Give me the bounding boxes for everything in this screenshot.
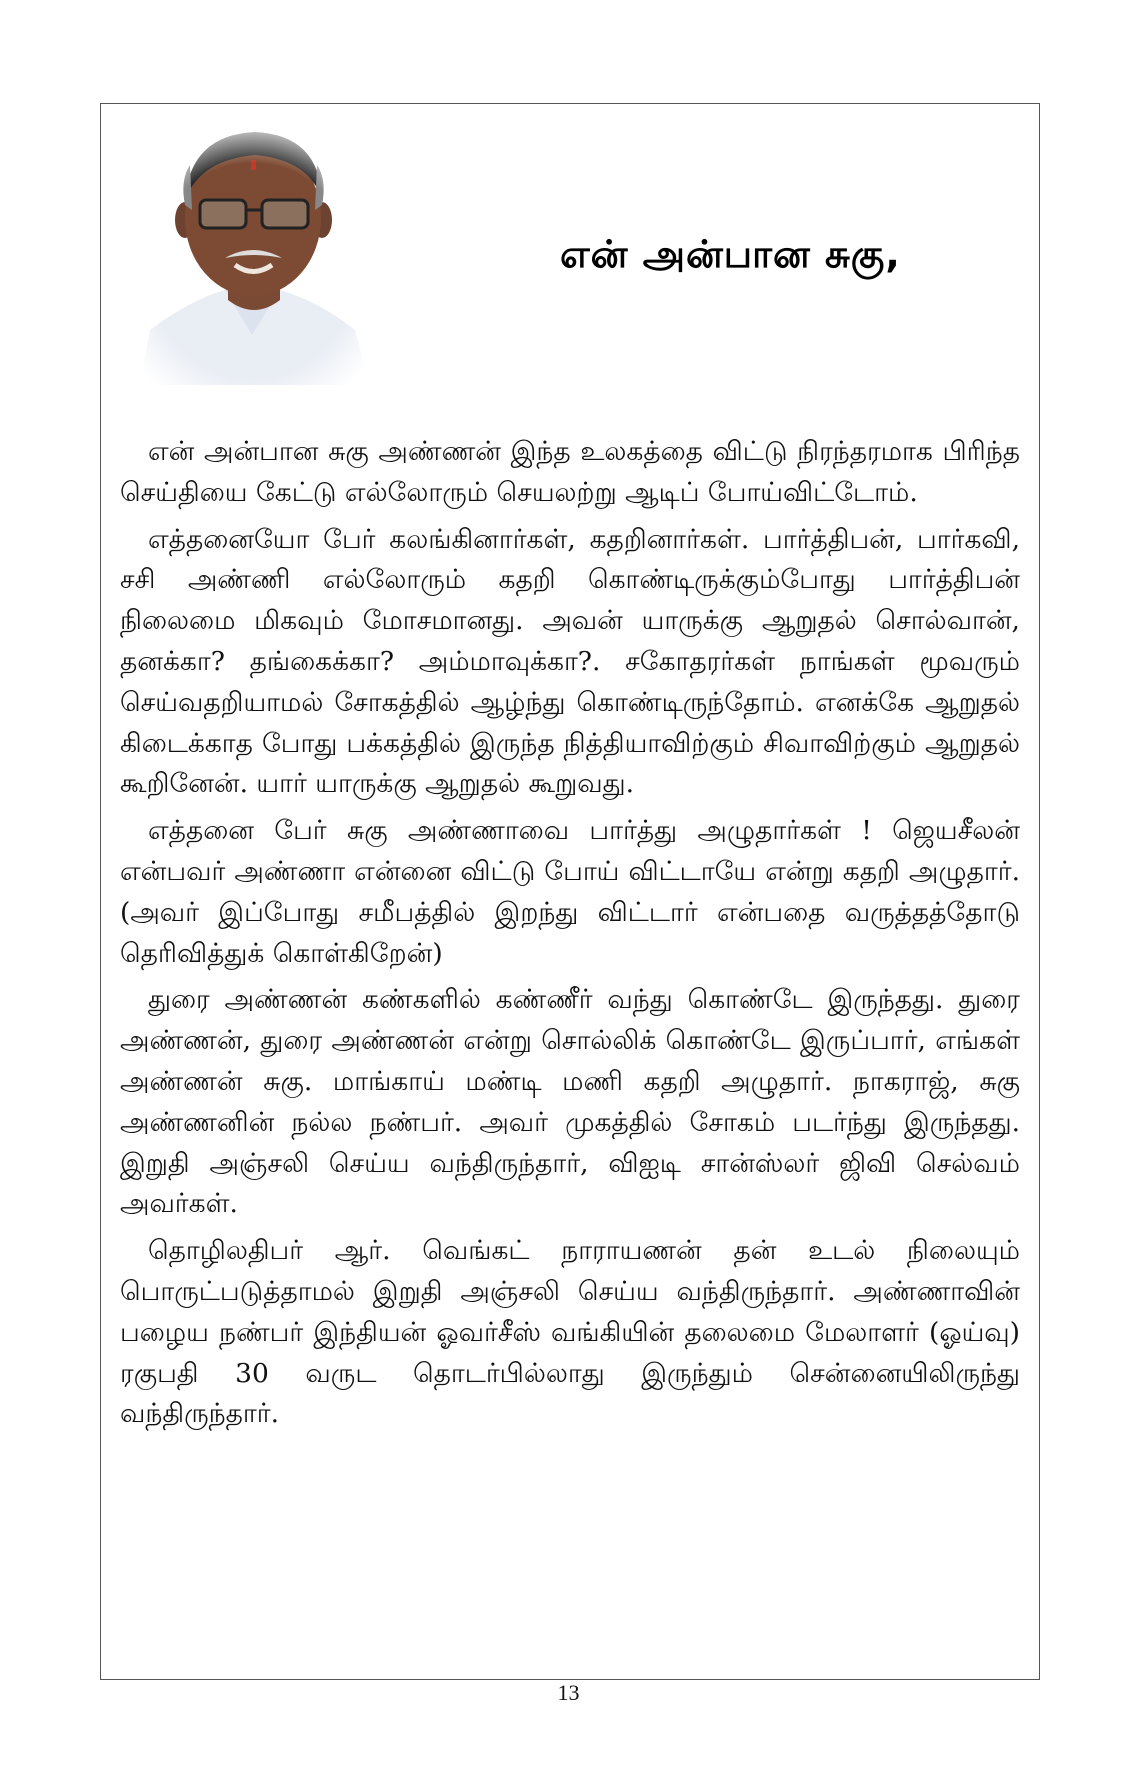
page-number: 13 bbox=[557, 1680, 580, 1705]
letter-body bbox=[120, 432, 1020, 1441]
portrait-photo bbox=[130, 130, 375, 385]
paragraph-4: துரை அண்ணன் கண்களில் கண்ணீர் வந்து கொண்டே இருந்தது. துரை அண்ணன், துரை அண்ணன் என்று சொல்லிக் கொண்டே இருப்பார், எங்கள் அண்ணன் சுகு. மாங்காய் மண்டி மணி கதறி அழுதார். நாகராஜ், சுகு அண்ணனின் நல்ல நண்பர். அவர் முகத்தில் சோகம் படர்ந்து இருந்தது. இறுதி அஞ்சலி செய்ய வந்திருந்தார், விஐடி சான்ஸ்லர் ஜிவி செல்வம் அவர்கள். bbox=[120, 984, 1020, 1220]
paragraph-1: என் அன்பான சுகு அண்ணன் இந்த உலகத்தை விட்டு நிரந்தரமாக பிரிந்த செய்தியை கேட்டு எல்லோரும் செயலற்று ஆடிப் போய்விட்டோம். bbox=[120, 436, 1020, 508]
paragraph-2: எத்தனையோ பேர் கலங்கினார்கள், கதறினார்கள். பார்த்திபன், பார்கவி, சசி அண்ணி எல்லோரும் கதறி கொண்டிருக்கும்போது பார்த்திபன் நிலைமை மிகவும் மோசமானது. அவன் யாருக்கு ஆறுதல் சொல்வான், தனக்கா? தங்கைக்கா? அம்மாவுக்கா?. சகோதரர்கள் நாங்கள் மூவரும் செய்வதறியாமல் சோகத்தில் ஆழ்ந்து கொண்டிருந்தோம். எனக்கே ஆறுதல் கிடைக்காத போது பக்கத்தில் இருந்த நித்தியாவிற்கும் சிவாவிற்கும் ஆறுதல் கூறினேன். யார் யாருக்கு ஆறுதல் கூறுவது. bbox=[120, 523, 1020, 800]
paragraph-3: எத்தனை பேர் சுகு அண்ணாவை பார்த்து அழுதார்கள் ! ஜெயசீலன் என்பவர் அண்ணா என்னை விட்டு போய் விட்டாயே என்று கதறி அழுதார். (அவர் இப்போது சமீபத்தில் இறந்து விட்டார் என்பதை வருத்தத்தோடு தெரிவித்துக் கொள்கிறேன்) bbox=[120, 815, 1020, 969]
letter-heading: என் அன்பான சுகு, bbox=[560, 232, 901, 276]
paragraph-5: தொழிலதிபர் ஆர். வெங்கட் நாராயணன் தன் உடல் நிலையும் பொருட்படுத்தாமல் இறுதி அஞ்சலி செய்ய வந்திருந்தார். அண்ணாவின் பழைய நண்பர் இந்தியன் ஓவர்சீஸ் வங்கியின் தலைமை மேலாளர் (ஓய்வு) ரகுபதி 30 வருட தொடர்பில்லாது இருந்தும் சென்னையிலிருந்து வந்திருந்தார். bbox=[120, 1235, 1020, 1430]
